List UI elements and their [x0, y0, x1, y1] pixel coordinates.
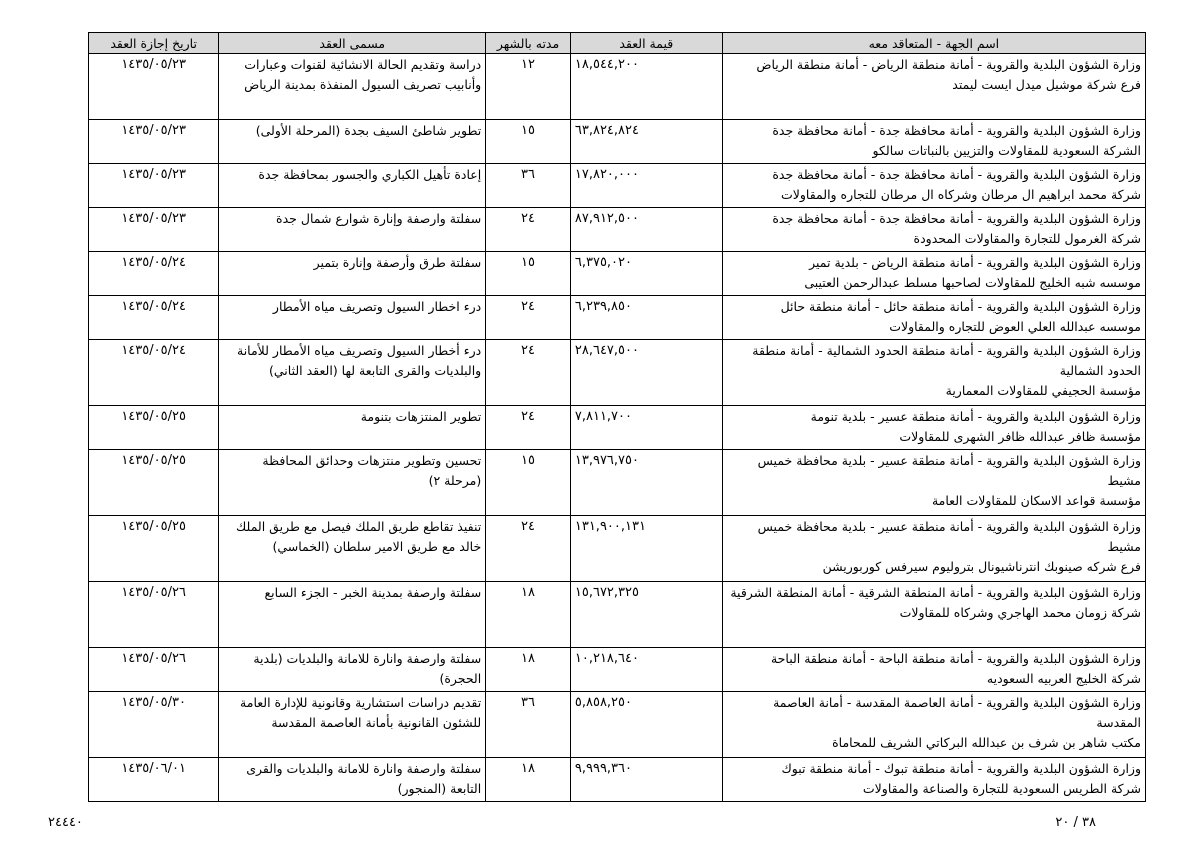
contractor-name: فرع شركة موشيل ميدل ايست ليمتد	[952, 77, 1141, 92]
contract-party	[722, 582, 1145, 648]
contract-date: ١٤٣٥/٠٥/٢٣	[89, 120, 219, 164]
contract-months: ٢٤	[486, 516, 571, 582]
contract-name: إعادة تأهيل الكباري والجسور بمحافظة جدة	[219, 164, 486, 208]
contract-date: ١٤٣٥/٠٥/٢٤	[89, 252, 219, 296]
table-row	[89, 758, 1146, 802]
contract-months: ١٨	[486, 648, 571, 692]
contractor-name: موسسه شبه الخليج للمقاولات لصاحبها مسلط عبدالرحمن العتيبى	[804, 275, 1141, 290]
entity-name: وزارة الشؤون البلدية والقروية - أمانة منطقة الرياض - بلدية تمير	[809, 255, 1141, 270]
contract-name: تنفيذ تقاطع طريق الملك فيصل مع طريق الملك خالد مع طريق الامير سلطان (الخماسي)	[219, 516, 486, 582]
contractor-name: شركة الغرمول للتجارة والمقاولات المحدودة	[913, 231, 1141, 246]
entity-name: وزارة الشؤون البلدية والقروية - أمانة منطقة الرياض - أمانة منطقة الرياض	[756, 57, 1141, 72]
contractor-name: مؤسسة قواعد الاسكان للمقاولات العامة	[931, 493, 1141, 508]
contract-months: ١٥	[486, 252, 571, 296]
entity-name: وزارة الشؤون البلدية والقروية - أمانة محافظة جدة - أمانة محافظة جدة	[772, 123, 1141, 138]
table-row	[89, 208, 1146, 252]
contract-value: ٦٣,٨٢٤,٨٢٤	[570, 120, 722, 164]
contract-party	[722, 340, 1145, 406]
contract-months: ٢٤	[486, 340, 571, 406]
header-party: اسم الجهة - المتعاقد معه	[722, 33, 1145, 54]
header-date: تاريخ إجازة العقد	[89, 33, 219, 54]
contract-party	[722, 164, 1145, 208]
contract-name: تطوير شاطئ السيف بجدة (المرحلة الأولى)	[219, 120, 486, 164]
contract-value: ٨٧,٩١٢,٥٠٠	[570, 208, 722, 252]
contract-months: ٢٤	[486, 208, 571, 252]
contract-date: ١٤٣٥/٠٥/٢٥	[89, 406, 219, 450]
contract-value: ٧,٨١١,٧٠٠	[570, 406, 722, 450]
table-row	[89, 164, 1146, 208]
contract-date: ١٤٣٥/٠٥/٢٣	[89, 208, 219, 252]
table-row	[89, 340, 1146, 406]
table-row	[89, 406, 1146, 450]
contract-party	[722, 406, 1145, 450]
contractor-name: مؤسسة الحجيفي للمقاولات المعمارية	[945, 383, 1141, 398]
contract-name: سفلتة طرق وأرصفة وإنارة بتمير	[219, 252, 486, 296]
contract-date: ١٤٣٥/٠٥/٢٤	[89, 296, 219, 340]
contract-date: ١٤٣٥/٠٦/٠١	[89, 758, 219, 802]
contract-date: ١٤٣٥/٠٥/٢٦	[89, 648, 219, 692]
contract-value: ٦,٣٧٥,٠٢٠	[570, 252, 722, 296]
contract-name: درء أخطار السيول وتصريف مياه الأمطار للأمانة والبلديات والقرى التابعة لها (العقد الثاني)	[219, 340, 486, 406]
table-row	[89, 516, 1146, 582]
contract-date: ١٤٣٥/٠٥/٣٠	[89, 692, 219, 758]
contract-party	[722, 296, 1145, 340]
contract-value: ١٥,٦٧٢,٣٢٥	[570, 582, 722, 648]
table-row	[89, 120, 1146, 164]
contract-value: ٢٨,٦٤٧,٥٠٠	[570, 340, 722, 406]
contract-name: تحسين وتطوير منتزهات وحدائق المحافظة (مرحلة ٢)	[219, 450, 486, 516]
contract-name: تقديم دراسات استشارية وقانونية للإدارة العامة للشئون القانونية بأمانة العاصمة المقدسة	[219, 692, 486, 758]
contract-party	[722, 758, 1145, 802]
entity-name: وزارة الشؤون البلدية والقروية - أمانة منطقة الباحة - أمانة منطقة الباحة	[770, 651, 1141, 666]
entity-name: وزارة الشؤون البلدية والقروية - أمانة منطقة الحدود الشمالية - أمانة منطقة الحدود الشمالية	[752, 343, 1141, 378]
entity-name: وزارة الشؤون البلدية والقروية - أمانة محافظة جدة - أمانة محافظة جدة	[772, 167, 1141, 182]
contractor-name: فرع شركه صينوبك انترناشيونال بتروليوم سيرفس كوربوريشن	[822, 559, 1141, 574]
table-row	[89, 252, 1146, 296]
contract-months: ١٨	[486, 758, 571, 802]
contract-date: ١٤٣٥/٠٥/٢٣	[89, 54, 219, 120]
entity-name: وزارة الشؤون البلدية والقروية - أمانة العاصمة المقدسة - أمانة العاصمة المقدسة	[773, 695, 1141, 730]
entity-name: وزارة الشؤون البلدية والقروية - أمانة المنطقة الشرقية - أمانة المنطقة الشرقية	[730, 585, 1141, 600]
contract-value: ١٣,٩٧٦,٧٥٠	[570, 450, 722, 516]
contractor-name: موسسه عبدالله العلي العوض للتجاره والمقاولات	[889, 319, 1141, 334]
contractor-name: مكتب شاهر بن شرف بن عبدالله البركاتي الشريف للمحاماة	[832, 735, 1141, 750]
table-row	[89, 582, 1146, 648]
table-row	[89, 450, 1146, 516]
header-name: مسمى العقد	[219, 33, 486, 54]
table-row	[89, 648, 1146, 692]
contractor-name: الشركة السعودية للمقاولات والتزيين بالنباتات سالكو	[872, 143, 1141, 158]
contract-name: درء اخطار السيول وتصريف مياه الأمطار	[219, 296, 486, 340]
contract-party	[722, 516, 1145, 582]
contract-months: ١٥	[486, 450, 571, 516]
table-row	[89, 692, 1146, 758]
header-months: مدته بالشهر	[486, 33, 571, 54]
entity-name: وزارة الشؤون البلدية والقروية - أمانة منطقة عسير - بلدية تنومة	[810, 409, 1141, 424]
contractor-name: شركة زومان محمد الهاجري وشركاه للمقاولات	[899, 605, 1141, 620]
contract-name: سفلتة وارصفة وانارة للامانة والبلديات والقرى التابعة (المنجور)	[219, 758, 486, 802]
contract-months: ١٢	[486, 54, 571, 120]
contract-date: ١٤٣٥/٠٥/٢٥	[89, 450, 219, 516]
contract-date: ١٤٣٥/٠٥/٢٥	[89, 516, 219, 582]
contract-party	[722, 692, 1145, 758]
contract-name: دراسة وتقديم الحالة الانشائية لقنوات وعبارات وأنابيب تصريف السيول المنفذة بمدينة الرياض	[219, 54, 486, 120]
contract-party	[722, 648, 1145, 692]
table-row	[89, 54, 1146, 120]
contract-value: ١٧,٨٢٠,٠٠٠	[570, 164, 722, 208]
contracts-table	[88, 32, 1146, 802]
contract-months: ٣٦	[486, 692, 571, 758]
contractor-name: شركة الخليج العربيه السعوديه	[986, 671, 1141, 686]
contract-value: ١٣١,٩٠٠,١٣١	[570, 516, 722, 582]
contract-months: ٢٤	[486, 296, 571, 340]
contract-party	[722, 54, 1145, 120]
contract-months: ١٥	[486, 120, 571, 164]
contract-value: ١٨,٥٤٤,٢٠٠	[570, 54, 722, 120]
contract-party	[722, 252, 1145, 296]
header-value: قيمة العقد	[570, 33, 722, 54]
entity-name: وزارة الشؤون البلدية والقروية - أمانة منطقة حائل - أمانة منطقة حائل	[780, 299, 1141, 314]
contract-value: ٥,٨٥٨,٢٥٠	[570, 692, 722, 758]
page-number: ٣٨ / ٢٠	[1055, 815, 1096, 830]
entity-name: وزارة الشؤون البلدية والقروية - أمانة منطقة عسير - بلدية محافظة خميس مشيط	[757, 519, 1141, 554]
contract-date: ١٤٣٥/٠٥/٢٣	[89, 164, 219, 208]
entity-name: وزارة الشؤون البلدية والقروية - أمانة منطقة تبوك - أمانة منطقة تبوك	[781, 761, 1141, 776]
entity-name: وزارة الشؤون البلدية والقروية - أمانة محافظة جدة - أمانة محافظة جدة	[772, 211, 1141, 226]
contract-name: سفلتة وارصفة وإنارة شوارع شمال جدة	[219, 208, 486, 252]
contract-months: ٢٤	[486, 406, 571, 450]
contract-value: ٦,٢٣٩,٨٥٠	[570, 296, 722, 340]
contract-party	[722, 450, 1145, 516]
contractor-name: شركة محمد ابراهيم ال مرطان وشركاه ال مرطان للتجاره والمقاولات	[780, 187, 1141, 202]
contract-name: سفلتة وارصفة بمدينة الخبر - الجزء السابع	[219, 582, 486, 648]
contract-date: ١٤٣٥/٠٥/٢٤	[89, 340, 219, 406]
contract-name: تطوير المنتزهات بتنومة	[219, 406, 486, 450]
contract-party	[722, 208, 1145, 252]
contract-date: ١٤٣٥/٠٥/٢٦	[89, 582, 219, 648]
contractor-name: شركة الطريس السعودية للتجارة والصناعة والمقاولات	[862, 781, 1141, 796]
contract-party	[722, 120, 1145, 164]
entity-name: وزارة الشؤون البلدية والقروية - أمانة منطقة عسير - بلدية محافظة خميس مشيط	[757, 453, 1141, 488]
contract-months: ٣٦	[486, 164, 571, 208]
contract-months: ١٨	[486, 582, 571, 648]
contract-value: ١٠,٢١٨,٦٤٠	[570, 648, 722, 692]
issue-number: ٢٤٤٤٠	[48, 815, 83, 830]
contractor-name: مؤسسة ظافر عبدالله ظافر الشهرى للمقاولات	[899, 429, 1141, 444]
table-header-row	[89, 33, 1146, 54]
contract-value: ٩,٩٩٩,٣٦٠	[570, 758, 722, 802]
table-row	[89, 296, 1146, 340]
contract-name: سفلتة وارصفة وانارة للامانة والبلديات (بلدية الحجرة)	[219, 648, 486, 692]
